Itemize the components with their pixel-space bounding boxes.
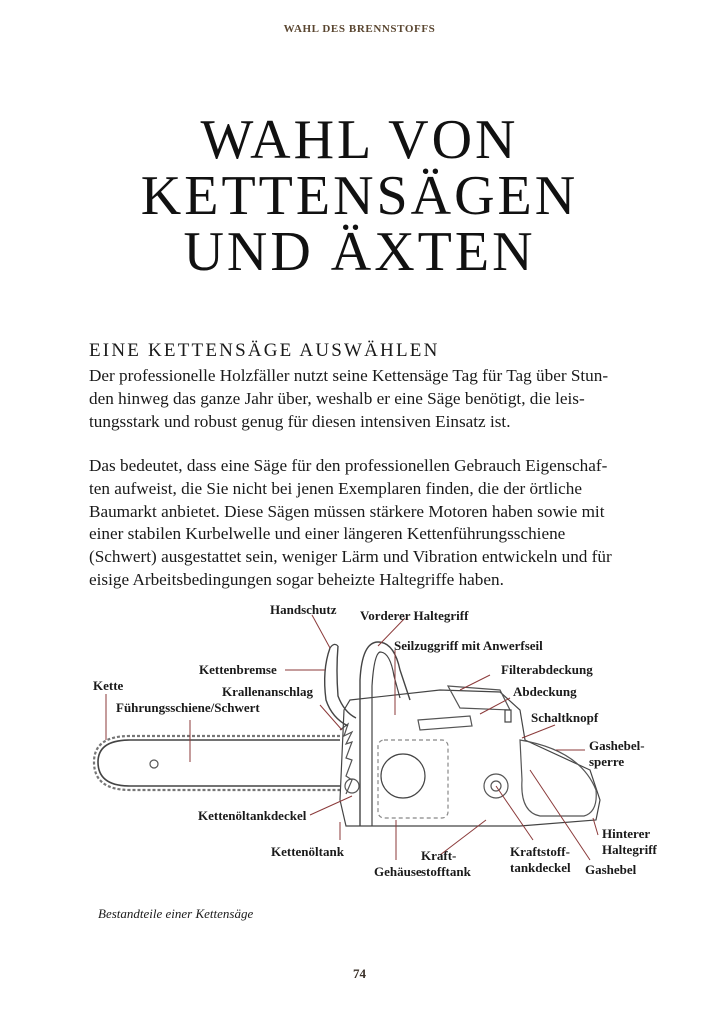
label-line: Kraftstoff- xyxy=(510,844,570,859)
chainsaw-diagram xyxy=(0,590,719,900)
label-line: Gashebel- xyxy=(589,738,645,753)
label-vorderer-haltegriff: Vorderer Haltegriff xyxy=(360,608,469,623)
label-line: Hinterer xyxy=(602,826,651,841)
label-kettenbremse: Kettenbremse xyxy=(199,662,277,677)
text-line: (Schwert) ausgestattet sein, weniger Lärm und Vibration entwickeln und für xyxy=(89,547,612,567)
body-paragraph xyxy=(89,455,629,592)
label-kraftstofftankdeckel xyxy=(510,844,571,876)
chapter-title xyxy=(0,109,719,283)
label-abdeckung: Abdeckung xyxy=(513,684,577,699)
label-seilzuggriff: Seilzuggriff mit Anwerfseil xyxy=(394,638,543,653)
label-kette: Kette xyxy=(93,678,124,693)
label-kettenoeltank: Kettenöltank xyxy=(271,844,344,859)
label-line: sperre xyxy=(589,754,625,769)
running-head: WAHL DES BRENNSTOFFS xyxy=(283,23,436,35)
text-line: einer stabilen Kurbelwelle und einer längeren Kettenführungsschiene xyxy=(89,524,566,544)
label-schaltknopf: Schaltknopf xyxy=(531,710,599,725)
text-line: ten aufweist, die Sie nicht bei jenen Exemplaren finden, die der örtliche xyxy=(89,478,583,498)
figure-caption: Bestandteile einer Kettensäge xyxy=(98,906,254,921)
page-number: 74 xyxy=(353,966,366,981)
text-line: Das bedeutet, dass eine Säge für den professionellen Gebrauch Eigenschaf- xyxy=(89,456,608,475)
body-paragraph xyxy=(89,365,629,433)
label-gashebel: Gashebel xyxy=(585,862,637,877)
text-line: den hinweg das ganze Jahr über, weshalb er eine Säge benötigt, die leis- xyxy=(89,388,585,408)
label-hinterer-haltegriff xyxy=(602,826,657,858)
label-line: tankdeckel xyxy=(510,860,571,875)
label-kraftstofftank xyxy=(421,848,471,880)
text-line: tungsstark und robust genug für diesen intensiven Einsatz ist. xyxy=(89,411,511,431)
text-line: eisige Arbeitsbedingungen sogar beheizte Haltegriffe haben. xyxy=(89,569,504,589)
label-kettenoeltankdeckel: Kettenöltankdeckel xyxy=(198,808,307,823)
label-handschutz: Handschutz xyxy=(270,602,337,617)
section-heading: EINE KETTENSÄGE AUSWÄHLEN xyxy=(89,340,440,361)
chapter-title-line: UND ÄXTEN xyxy=(183,221,536,283)
chapter-title-line: WAHL VON xyxy=(200,109,519,171)
label-line: Haltegriff xyxy=(602,842,657,857)
label-line: stofftank xyxy=(421,864,471,879)
label-krallenanschlag: Krallenanschlag xyxy=(222,684,314,699)
label-gashebelsperre xyxy=(589,738,645,770)
label-line: Kraft- xyxy=(421,848,457,863)
label-gehaeuse: Gehäuse xyxy=(374,864,422,879)
text-line: Baumarkt anbietet. Diese Sägen müssen stärkere Motoren haben sowie mit xyxy=(89,501,605,521)
text-line: Der professionelle Holzfäller nutzt seine Kettensäge Tag für Tag über Stun- xyxy=(89,366,609,385)
label-fuehrungsschiene: Führungsschiene/Schwert xyxy=(116,700,260,715)
label-filterabdeckung: Filterabdeckung xyxy=(501,662,593,677)
chapter-title-line: KETTENSÄGEN xyxy=(140,165,579,227)
